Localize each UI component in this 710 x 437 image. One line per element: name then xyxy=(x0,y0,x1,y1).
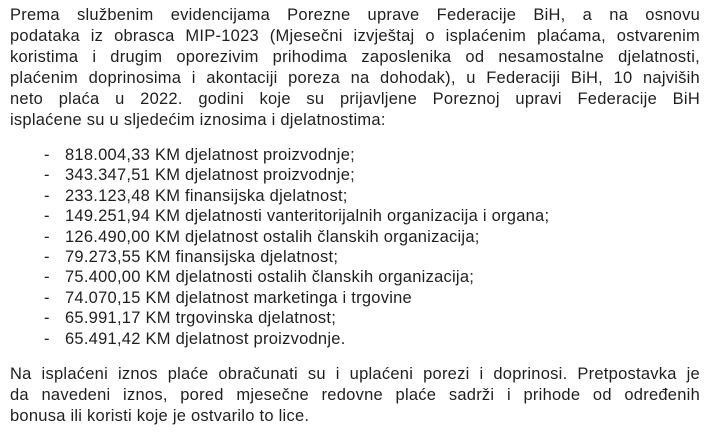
bullet-dash: - xyxy=(44,329,50,348)
salary-amount: 79.273,55 xyxy=(65,248,141,267)
currency-label: KM xyxy=(154,207,181,226)
bullet-dash: - xyxy=(44,227,50,246)
closing-paragraph-line: da navedeni iznos, pored mjesečne redovne plaće sadrži i prihode od određenih xyxy=(10,386,700,405)
activity-label: djelatnosti ostalih članskih organizacija; xyxy=(175,268,475,287)
activity-label: djelatnosti vanteritorijalnih organizacija i organa; xyxy=(185,207,550,226)
salary-list-item xyxy=(10,145,700,165)
activity-label: finansijska djelatnost; xyxy=(185,186,348,205)
activity-label: finansijska djelatnost; xyxy=(175,248,339,267)
currency-label: KM xyxy=(154,227,181,246)
bullet-dash: - xyxy=(44,309,50,328)
activity-label: djelatnost ostalih članskih organizacija; xyxy=(185,227,480,246)
intro-paragraph-line: Prema službenim evidencijama Porezne uprave Federacije BiH, a na osnovu xyxy=(10,6,700,24)
salary-list-item xyxy=(10,206,700,226)
salary-list xyxy=(10,145,700,349)
bullet-dash: - xyxy=(44,186,50,205)
salary-amount: 75.400,00 xyxy=(65,268,141,287)
currency-label: KM xyxy=(154,166,181,185)
salary-amount: 818.004,33 xyxy=(65,146,151,164)
intro-paragraph-line: plaćenim doprinosima i akontaciji poreza na dohodak), u Federaciji BiH, 10 najviših xyxy=(10,69,700,87)
salary-list-item xyxy=(10,165,700,185)
salary-amount: 233.123,48 xyxy=(65,186,151,205)
activity-label: djelatnost proizvodnje. xyxy=(175,329,346,348)
salary-list-item xyxy=(10,186,700,206)
salary-amount: 126.490,00 xyxy=(65,227,151,246)
salary-amount: 65.491,42 xyxy=(65,329,141,348)
currency-label: KM xyxy=(145,248,171,267)
salary-list-item xyxy=(10,308,700,328)
salary-list-item xyxy=(10,329,700,349)
salary-list-item xyxy=(10,227,700,247)
bullet-dash: - xyxy=(44,166,50,185)
salary-amount: 149.251,94 xyxy=(65,207,151,226)
currency-label: KM xyxy=(145,288,171,307)
salary-amount: 343.347,51 xyxy=(65,166,151,185)
bullet-dash: - xyxy=(44,207,50,226)
salary-amount: 74.070,15 xyxy=(65,288,141,307)
intro-paragraph xyxy=(10,5,700,131)
intro-paragraph-line: isplaćene su u sljedećim iznosima i djelatnostima: xyxy=(10,111,386,129)
closing-paragraph-line: bonusa ili koristi koje je ostvarilo to lice. xyxy=(10,407,310,426)
currency-label: KM xyxy=(154,186,181,205)
intro-paragraph-line: koristima i drugim oporezivim prihodima zaposlenika od nesamostalne djelatnosti, xyxy=(10,48,700,66)
intro-paragraph-line: podataka iz obrasca MIP-1023 (Mjesečni izvještaj o isplaćenim plaćama, ostvarenim xyxy=(10,27,700,45)
bullet-dash: - xyxy=(44,248,50,267)
salary-list-item xyxy=(10,288,700,308)
closing-paragraph-line: Na isplaćeni iznos plaće obračunati su i uplaćeni porezi i doprinosi. Pretpostavka je xyxy=(10,365,700,384)
currency-label: KM xyxy=(145,329,171,348)
currency-label: KM xyxy=(145,309,171,328)
intro-paragraph-line: neto plaća u 2022. godini koje su prijavljene Poreznoj upravi Federacije BiH xyxy=(10,90,700,108)
bullet-dash: - xyxy=(44,288,50,307)
bullet-dash: - xyxy=(44,146,50,164)
activity-label: trgovinska djelatnost; xyxy=(175,309,337,328)
salary-list-item xyxy=(10,267,700,287)
activity-label: djelatnost proizvodnje; xyxy=(185,146,355,164)
closing-paragraph xyxy=(10,364,700,427)
bullet-dash: - xyxy=(44,268,50,287)
currency-label: KM xyxy=(154,146,181,164)
activity-label: djelatnost proizvodnje; xyxy=(185,166,355,185)
salary-amount: 65.991,17 xyxy=(65,309,141,328)
salary-list-item xyxy=(10,247,700,267)
activity-label: djelatnost marketinga i trgovine xyxy=(175,288,412,307)
currency-label: KM xyxy=(145,268,171,287)
